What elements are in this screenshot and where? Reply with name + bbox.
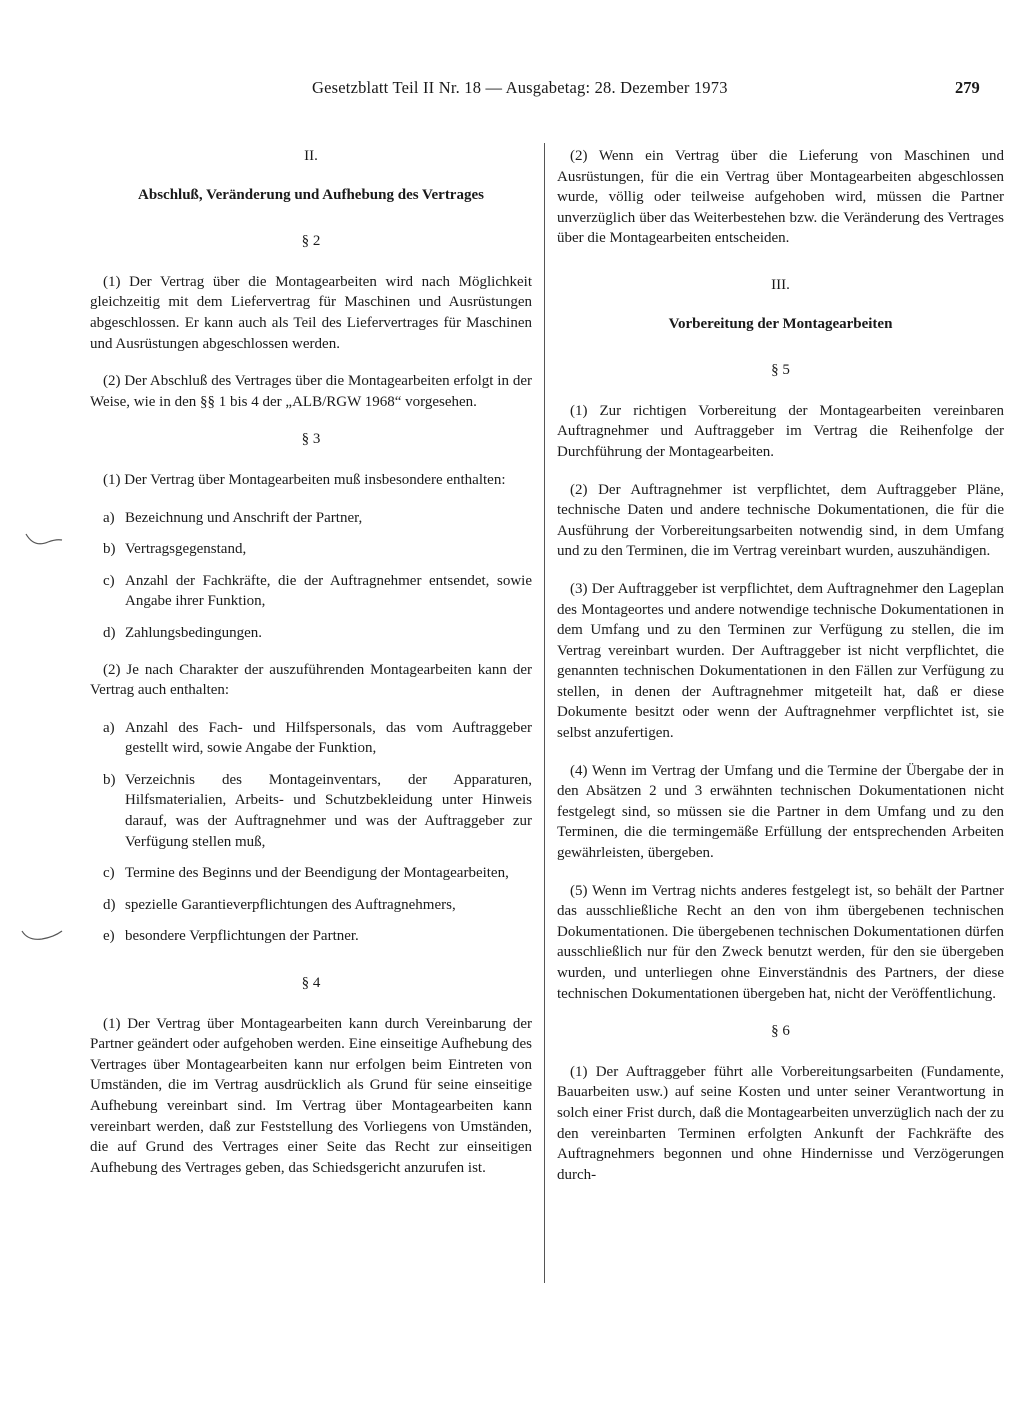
paragraph: (1) Zur richtigen Vorbereitung der Montagearbeiten vereinbaren Auftragnehmer und Auftraggeber im Vertrag die Reihenfolge der Durchführung der Montagearbeiten.	[557, 402, 1004, 460]
chapter-number: III.	[771, 276, 790, 293]
section-mark: § 2	[301, 233, 321, 250]
left-column	[90, 146, 532, 1195]
margin-scribble-icon-2	[20, 925, 64, 947]
list-item	[90, 623, 532, 644]
list-item	[90, 895, 532, 916]
paragraph: (1) Der Vertrag über die Montagearbeiten wird nach Möglichkeit gleichzeitig mit dem Liefervertrag für Maschinen und Ausrüstungen abgeschlossen. Er kann auch als Teil des Liefervertrages für Maschinen und Ausrüstungen abgeschlossen werden.	[90, 273, 532, 352]
list-item	[90, 539, 532, 560]
list-item	[90, 926, 532, 947]
list-text: Anzahl der Fachkräfte, die der Auftragnehmer entsendet, sowie Angabe ihrer Funktion,	[125, 572, 532, 610]
list-item	[90, 770, 532, 852]
list-text: Bezeichnung und Anschrift der Partner,	[125, 509, 363, 526]
chapter-number: II.	[304, 148, 318, 164]
paragraph: (2) Der Abschluß des Vertrages über die Montagearbeiten erfolgt in der Weise, wie in den §§ 1 bis 4 der „ALB/RGW 1968“ vorgesehen.	[90, 373, 532, 410]
list-text: Anzahl des Fach- und Hilfspersonals, das vom Auftraggeber gestellt wird, sowie Angabe der Funktion,	[125, 719, 532, 757]
list-label: b)	[103, 541, 116, 558]
list-item	[90, 718, 532, 759]
list-text: besondere Verpflichtungen der Partner.	[125, 928, 359, 945]
list-text: Zahlungsbedingungen.	[125, 624, 263, 641]
list-label: c)	[103, 865, 115, 882]
list-label: a)	[103, 509, 115, 526]
list-label: e)	[103, 928, 115, 945]
list-text: spezielle Garantieverpflichtungen des Auftragnehmers,	[125, 896, 456, 913]
paragraph: (2) Wenn ein Vertrag über die Lieferung von Maschinen und Ausrüstungen, für die ein Vertrag über Montagearbeiten abgeschlossen wurde, völlig oder teilweise aufgehoben wird, müssen die Partner unverzüglich über das Weiterbestehen bzw. die Veränderung des Vertrages über die Montagearbeiten entscheiden.	[557, 148, 1004, 247]
chapter-title: Vorbereitung der Montagearbeiten	[668, 315, 893, 332]
header-title: Gesetzblatt Teil II Nr. 18 — Ausgabetag: 28. Dezember 1973	[312, 78, 728, 97]
section-mark: § 6	[771, 1023, 790, 1040]
paragraph: (4) Wenn im Vertrag der Umfang und die Termine der Übergabe der in den Absätzen 2 und 3 erwähnten technischen Dokumentationen nicht festgelegt sind, so müssen sie die Partner in dem Umfang und zu den Terminen, die die termingemäße Erfüllung der entsprechenden Arbeiten gewährleisten, übergeben.	[557, 762, 1004, 862]
paragraph: (2) Der Auftragnehmer ist verpflichtet, dem Auftraggeber Pläne, technische Daten und andere technische Dokumentationen, die für die Ausführung der Vorbereitungsarbeiten notwendig sind, in dem Umfang und zu den Terminen, die im Vertrag vereinbart wurden, auszuhändigen.	[557, 481, 1004, 560]
column-divider	[544, 143, 545, 1283]
list-label: c)	[103, 572, 115, 589]
list-label: b)	[103, 771, 116, 788]
right-column	[557, 146, 1004, 1202]
margin-scribble-icon	[24, 528, 64, 554]
list-label: a)	[103, 719, 115, 736]
page-number: 279	[955, 78, 980, 97]
list-text: Vertragsgegenstand,	[125, 541, 247, 558]
section-mark: § 3	[301, 431, 321, 448]
list-label: d)	[103, 896, 116, 913]
list-item	[90, 571, 532, 612]
section-mark: § 4	[301, 975, 321, 992]
section-mark: § 5	[771, 362, 790, 379]
paragraph: (1) Der Auftraggeber führt alle Vorbereitungsarbeiten (Fundamente, Bauarbeiten usw.) auf seine Kosten und unter seiner Verantwortung in solch einer Frist durch, daß die Montagearbeiten unverzüglich nach der zu den vereinbarten Terminen erfolgten Ankunft der Fachkräfte des Auftragnehmers begonnen und ohne Hindernisse und Verzögerungen durch-	[557, 1063, 1004, 1183]
chapter-title: Abschluß, Veränderung und Aufhebung des Vertrages	[138, 186, 484, 203]
list-text: Termine des Beginns und der Beendigung der Montagearbeiten,	[125, 865, 509, 882]
list-label: d)	[103, 624, 116, 641]
paragraph: (2) Je nach Charakter der auszuführenden Montagearbeiten kann der Vertrag auch enthalten:	[90, 661, 532, 699]
list-text: Verzeichnis des Montageinventars, der Apparaturen, Hilfsmaterialien, Arbeits- und Schutzbekleidung unter Hinweis darauf, was der Auftragnehmer und was der Auftraggeber zur Verfügung stellen muß,	[125, 771, 532, 850]
paragraph: (1) Der Vertrag über Montagearbeiten muß insbesondere enthalten:	[103, 471, 506, 488]
page-header	[0, 78, 1024, 102]
list-item	[90, 508, 532, 529]
paragraph: (5) Wenn im Vertrag nichts anderes festgelegt ist, so behält der Partner das ausschließliche Recht an den von ihm übergebenen technischen Dokumentationen. Die übergebenen technischen Dokumentationen dürfen ausschließlich nur für den Zweck benutzt werden, für den sie übergeben wurden, und unterliegen ohne Einverständnis des Partners, der diese technischen Dokumentationen übergeben hat, nicht der Veröffentlichung.	[557, 882, 1004, 1002]
list-item	[90, 863, 532, 884]
paragraph: (1) Der Vertrag über Montagearbeiten kann durch Vereinbarung der Partner geändert oder aufgehoben werden. Eine einseitige Aufhebung des Vertrages über Montagearbeiten kann nur erfolgen beim Eintreten von Umständen, die im Vertrag ausdrücklich als Grund für seine einseitige Aufhebung vereinbart sind. Im Vertrag über Montagearbeiten kann vereinbart werden, daß zur Feststellung des Vorliegens von Umständen, die auf Grund des Vertrages einer Seite das Recht zur einseitigen Aufhebung des Vertrages geben, das Schiedsgericht anzurufen ist.	[90, 1015, 532, 1176]
paragraph: (3) Der Auftraggeber ist verpflichtet, dem Auftragnehmer den Lageplan des Montageortes und andere notwendige technische Dokumentationen in dem Umfang und zu den Terminen zur Verfügung zu stellen, die im Vertrag vereinbart wurden. Der Auftraggeber ist nicht verpflichtet, die genannten technischen Dokumentationen in den Fällen zur Verfügung zu stellen, in denen der Auftragnehmer mitgeteilt hat, daß er diese Dokumente besitzt oder wenn der Auftragnehmer verpflichtet ist, sie selbst anzufertigen.	[557, 580, 1004, 742]
